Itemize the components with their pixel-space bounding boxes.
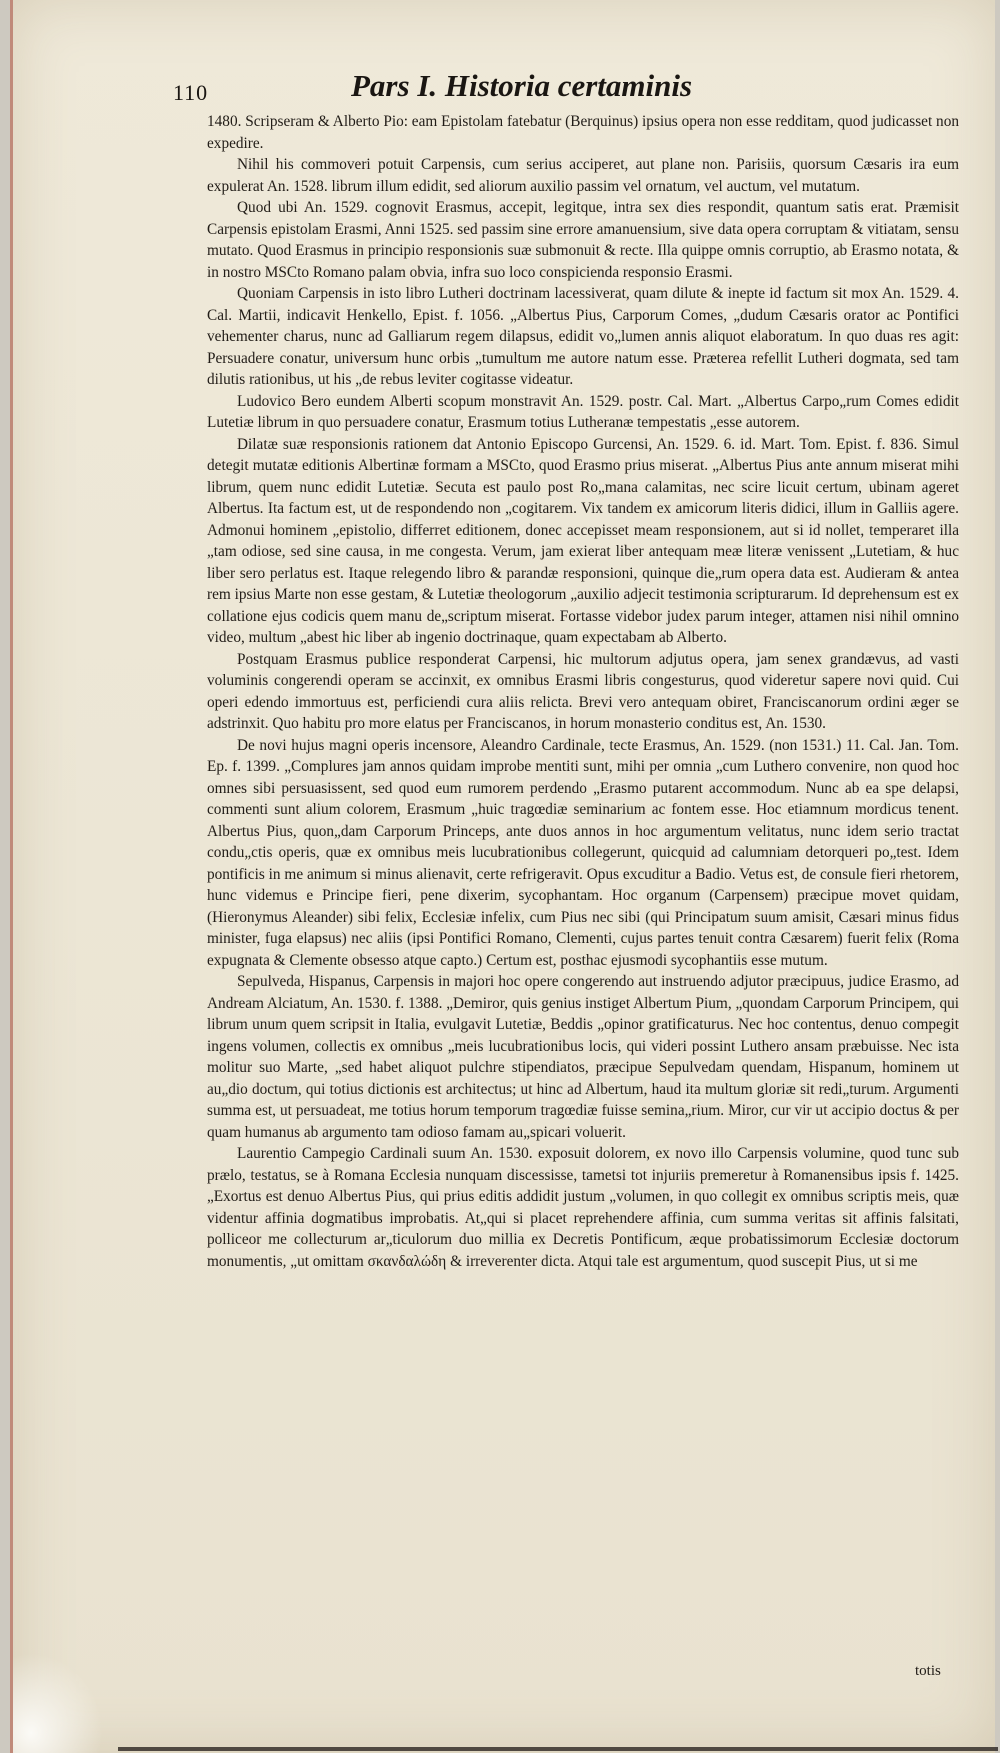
paragraph: Nihil his commoveri potuit Carpensis, cum serius acciperet, aut plane non. Parisiis, quorsum Cæsaris ira eum expulerat An. 1528. librum illum edidit, sed aliorum auxilio passim vel ornatum, vel auctum, vel mutatum. xyxy=(207,156,959,195)
paragraph: 1480. Scripseram & Alberto Pio: eam Epistolam fatebatur (Berquinus) ipsius opera non esse redditam, quod judicasset non expedire. xyxy=(207,113,959,152)
book-page xyxy=(10,0,995,1753)
catchword: totis xyxy=(915,1663,941,1679)
page-number: 110 xyxy=(173,80,209,105)
paragraph: Postquam Erasmus publice responderat Carpensi, hic multorum adjutus opera, jam senex grandævus, ad vasti voluminis congerendi operam se accinxit, ex omnibus Erasmi libris congesturus, quod videretur sapere novi quid. Cui operi edendo immortuus est, perficiendi cura aliis relicta. Brevi vero antequam obiret, Franciscanorum ordini æger se adstrinxit. Quo habitu pro more elatus per Franciscanos, in horum monasterio conditus est, An. 1530. xyxy=(207,650,959,732)
running-head xyxy=(173,68,893,108)
paragraph: De novi hujus magni operis incensore, Aleandro Cardinale, tecte Erasmus, An. 1529. (non 1531.) 11. Cal. Jan. Tom. Ep. f. 1399. „Complures jam annos quidam improbe mentiti sunt, mihi per omnia „cum Luthero convenire, non quod hoc omnes sibi persuasissent, sed quod eum rumorem perdendo „Erasmo putarent accommodum. Nunc ab ea spe delapsi, commenti sunt alium colorem, Erasmum „huic tragœdiæ seminarium ac fontem esse. Hoc etiamnum mordicus tenent. Albertus Pius, quon„dam Carporum Princeps, ante duos annos in hoc argumentum velitatus, nunc idem serio tractat condu„ctis operis, quæ ex omnibus meis lucubrationibus collegerunt, quicquid ad calumniam detorqueri po„test. Idem pontificis in me animum si minus alienavit, certe refrigeravit. Opus excuditur a Badio. Vetus est, de consule fieri rhetorem, hunc videmus e Principe fieri, pene dixerim, sycophantam. Hoc organum (Carpensem) præcipue movet quidam, (Hieronymus Aleander) sibi felix, Ecclesiæ infelix, cum Pius nec sibi (qui Principatum suum amisit, Cæsari minus fidus minister, fuga elapsus) nec aliis (ipsi Pontifici Romano, Clementi, cujus partes tenuit contra Cæsarem) fuerit felix (Roma expugnata & Clemente obsesso atque capto.) Certum est, posthac ejusmodi sycophantiis esse mutum. xyxy=(207,736,959,969)
paragraph: Laurentio Campegio Cardinali suum An. 1530. exposuit dolorem, ex novo illo Carpensis volumine, quod tunc sub prælo, testatus, se à Romana Ecclesia nunquam discessisse, tametsi tot injuriis premeretur à Romanensibus ipsis f. 1425. „Exortus est denuo Albertus Pius, qui prius editis addidit justum „volumen, in quo collegit ex omnibus scriptis meis, quæ videntur affinia dogmatibus improbatis. At„qui si placet reprehendere affinia, cum summa veritas sit affinis falsitati, polliceor me collecturum ar„ticulorum duo millia ex Decretis Pontificum, æque probatissimorum Ecclesiæ doctorum monumentis, „ut omittam σκανδαλώδη & irreverenter dicta. Atqui tale est argumentum, quod suscepit Pius, ut si me xyxy=(207,1145,959,1270)
body-text xyxy=(207,111,959,1272)
paragraph: Dilatæ suæ responsionis rationem dat Antonio Episcopo Gurcensi, An. 1529. 6. id. Mart. Tom. Epist. f. 836. Simul detegit mutatæ editionis Albertinæ formam a MSCto, quod Erasmo prius miserat. „Albertus Pius ante annum miserat mihi librum, quem nunc edidit Lutetiæ. Secuta est paulo post Ro„mana calamitas, nec scire licuit certum, ubinam ageret Albertus. Ita factum est, ut de respondendo non „cogitarem. Vix tandem ex amicorum literis didici, illum in Galliis agere. Admonui hominem „epistolio, differret editionem, donec accepisset meam responsionem, aut si id nollet, temperaret illa „tam odiose, sed sine causa, in me congesta. Verum, jam exierat liber antequam meæ literæ venissent „Lutetiam, & huc liber sero perlatus est. Itaque relegendo libro & parandæ responsioni, quinque die„rum opera data est. Audieram & antea rem ipsius Marte non esse gestam, & Lutetiæ theologorum „auxilio adjecit testimonia scripturarum. Id deprehensum est ex collatione ejus codicis quem manu de„scriptum miserat. Fortasse videbor judex parum integer, attamen nisi nihil omnino video, multum „abest hic liber ab ingenio doctrinaque, quam expectabam ab Alberto. xyxy=(207,435,959,646)
running-title: Pars I. Historia certaminis xyxy=(351,68,693,103)
paragraph: Quod ubi An. 1529. cognovit Erasmus, accepit, legitque, intra sex dies respondit, quantum satis erat. Præmisit Carpensis epistolam Erasmi, Anni 1525. sed passim sine errore amanuensium, sive data opera corruptam & vitiatam, sensu mutato. Quod Erasmus in principio responsionis suæ submonuit & recte. Illa quippe omnis corruptio, ab Erasmo notata, & in nostro MSCto Romano palam obvia, infra suo loco conspicienda responsio Erasmi. xyxy=(207,199,959,281)
paragraph: Quoniam Carpensis in isto libro Lutheri doctrinam lacessiverat, quam dilute & inepte id factum sit mox An. 1529. 4. Cal. Martii, indicavit Henkello, Epist. f. 1056. „Albertus Pius, Carporum Comes, „dudum Cæsaris orator ac Pontifici vehementer charus, nunc ad Galliarum regem dilapsus, edidit vo„lumen annis aliquot elaboratum. In quo duas res agit: Persuadere conatur, universum hunc orbis „tumultum me autore natum esse. Præterea refellit Lutheri dogmata, sed tam dilutis rationibus, ut his „de rebus leviter cogitasse videatur. xyxy=(207,285,959,388)
page-stain xyxy=(13,1653,103,1753)
paragraph: Sepulveda, Hispanus, Carpensis in majori hoc opere congerendo aut instruendo adjutor præcipuus, judice Erasmo, ad Andream Alciatum, An. 1530. f. 1388. „Demiror, quis genius instiget Albertum Pium, „quondam Carporum Principem, qui librum unum quem scripsit in Italia, evulgavit Lutetiæ, Beddis „opinor gratificaturus. Nec hoc contentus, denuo compegit ingens volumen, collectis ex omnibus „meis lucubrationibus locis, qui videri possint Luthero ansam præbuisse. Nec ista molitur suo Marte, „sed habet aliquot pulchre stipendiatos, præcipue Sepulvedam quendam, Hispanum, hominem ut au„dio doctum, qui totius dictionis est architectus; ut hinc ad Albertum, haud ita multum gloriæ sit redi„turum. Argumenti summa est, ut persuadeat, me totius horum temporum tragœdiæ fuisse semina„rium. Miror, cur vir ut accipio doctus & per quam humanus ab argumento tam odioso famam au„spicari voluerit. xyxy=(207,973,959,1141)
paragraph: Ludovico Bero eundem Alberti scopum monstravit An. 1529. postr. Cal. Mart. „Albertus Carpo„rum Comes edidit Lutetiæ librum in quo persuadere conatur, Erasmum totius Lutheranæ tempestatis „esse autorem. xyxy=(207,392,959,431)
page-bottom-edge xyxy=(118,1747,998,1751)
